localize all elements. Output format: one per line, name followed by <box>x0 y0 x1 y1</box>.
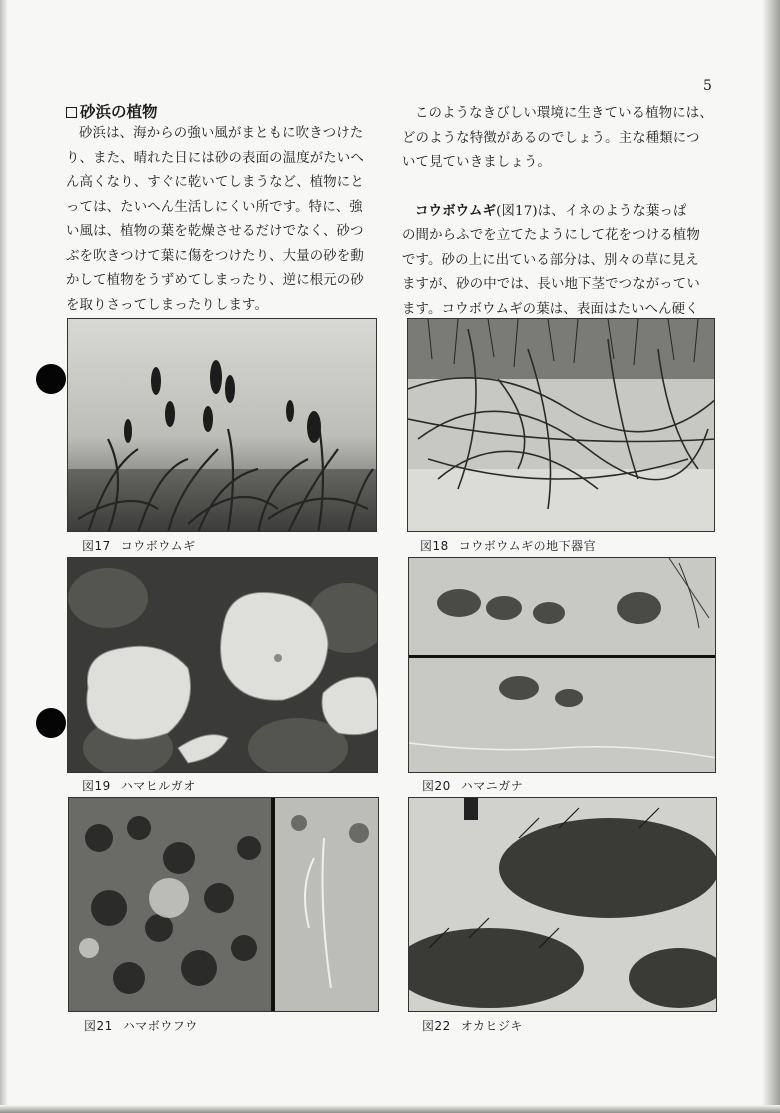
figure-number: 図20 <box>422 779 451 793</box>
figure-19-photo <box>67 557 378 773</box>
paragraph-line: を取りさってしまったりします。 <box>66 297 269 313</box>
figure-number: 図19 <box>82 779 111 793</box>
figure-label: コウボウムギの地下器官 <box>458 539 597 553</box>
page-edge-shadow <box>762 0 780 1113</box>
figure-21-caption <box>84 1017 198 1034</box>
paragraph-line: かして植物をうずめてしまったり、逆に根元の砂 <box>66 273 364 288</box>
paragraph-line-rest: は、イネのような葉っぱ <box>537 203 687 219</box>
figure-label: ハマニガナ <box>460 779 524 793</box>
figure-reference: (図17) <box>496 203 538 219</box>
paragraph-line: り、また、晴れた日には砂の表面の温度がたいへ <box>66 150 364 166</box>
paragraph-line: い風は、植物の葉を乾燥させるだけでなく、砂つ <box>66 224 364 239</box>
figure-17-caption <box>82 537 196 554</box>
figure-21-photo <box>68 797 379 1012</box>
figure-label: ハマボウフウ <box>122 1019 198 1033</box>
figure-20-caption <box>422 777 523 794</box>
binder-hole <box>36 708 66 738</box>
checkbox-icon <box>66 107 77 118</box>
paragraph-line: このようなきびしい環境に生きている植物には、 <box>415 106 713 121</box>
figure-label: オカヒジキ <box>460 1019 523 1033</box>
page-number: 5 <box>703 78 712 94</box>
figure-18-photo <box>407 318 715 532</box>
page-edge-shadow <box>0 0 8 1113</box>
figure-20-photo <box>408 557 716 773</box>
paragraph-line: ぶを吹きつけて葉に傷をつけたり、大量の砂を動 <box>66 248 364 264</box>
paragraph-line: っては、たいへん生活しにくい所です。特に、強 <box>66 199 363 215</box>
paragraph-gap <box>402 176 714 200</box>
paragraph-line <box>402 200 714 225</box>
figure-number: 図21 <box>84 1019 113 1033</box>
figure-18-caption <box>420 537 596 554</box>
figure-label: ハマヒルガオ <box>120 779 196 793</box>
figure-22-photo <box>408 797 717 1012</box>
figure-number: 図22 <box>422 1019 451 1033</box>
paragraph-line: ますが、砂の中では、長い地下茎でつながってい <box>402 277 700 292</box>
figure-number: 図18 <box>420 539 449 553</box>
paragraph-line: ます。コウボウムギの葉は、表面はたいへん硬く <box>402 301 699 317</box>
figure-number: 図17 <box>82 539 111 553</box>
figure-17-photo <box>67 318 377 532</box>
paragraph-line: の間からふでを立てたようにして花をつける植物 <box>402 228 700 243</box>
left-column <box>66 102 378 318</box>
section-heading <box>66 102 378 122</box>
plant-term: コウボウムギ <box>415 203 497 219</box>
paragraph-line: どのような特徴があるのでしょう。主な種類につ <box>402 130 700 146</box>
section-heading-text: 砂浜の植物 <box>80 103 158 121</box>
paragraph-line: いて見ていきましょう。 <box>402 155 551 170</box>
right-column <box>402 102 714 322</box>
figure-22-caption <box>422 1017 523 1034</box>
paragraph-line: です。砂の上に出ている部分は、別々の草に見え <box>402 252 699 268</box>
figure-label: コウボウムギ <box>120 539 196 553</box>
figure-19-caption <box>82 777 196 794</box>
paragraph-line: ん高くなり、すぐに乾いてしまうなど、植物にと <box>66 175 364 190</box>
binder-hole <box>36 364 66 394</box>
paragraph-line: 砂浜は、海からの強い風がまともに吹きつけた <box>79 126 364 141</box>
page-edge-shadow <box>0 1105 780 1113</box>
